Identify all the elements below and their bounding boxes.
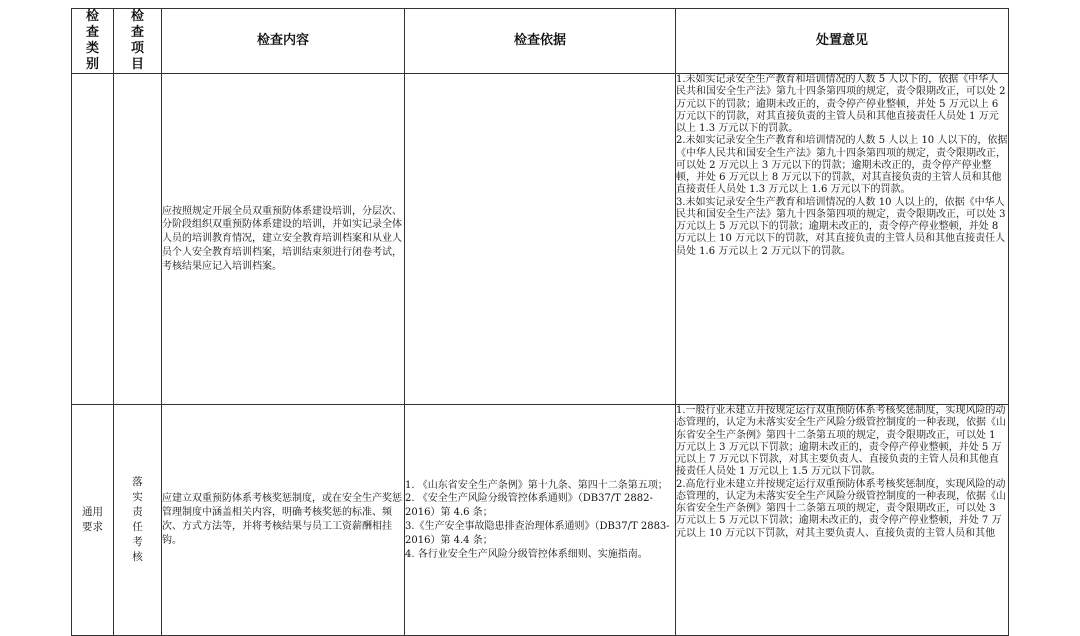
header-opinion: 处置意见 bbox=[676, 9, 1009, 74]
basis-item: 3.《生产安全事故隐患排查治理体系通则》（DB37/T 2883-2016）第 4.4 条； bbox=[405, 521, 670, 546]
opinion-cell bbox=[676, 74, 1009, 405]
opinion-paragraph: 3.未如实记录安全生产教育和培训情况的人数 10 人以上的，依据《中华人民共和国安全生产法》第九十四条第四项的规定，责令限期改正，可以处 3 万元以上 5 万元以下的罚款；逾期未改正的，责令停产停业整顿，并处 8 万元以上 10 万元以下的罚款，对其直接负责的主管人员和其他直接责任人员处 1.6 万元以上 2 万元以下的罚款。 bbox=[676, 196, 1006, 257]
header-category: 检查类别 bbox=[72, 9, 114, 74]
header-basis: 检查依据 bbox=[405, 9, 676, 74]
table-row bbox=[72, 405, 1009, 636]
opinion-paragraph: 2.高危行业未建立并按规定运行双重预防体系考核奖惩制度，实现风险的动态管理的，认定为未落实安全生产风险分级管控制度的一种表现，依据《山东省安全生产条例》第四十二条第五项的规定，责令限期改正，可以处 3 万元以上 5 万元以下罚款；逾期未改正的，责令停产停业整顿，并处 7 万元以上 10 万元以下罚款，对其主要负责人、直接负责的主管人员和其他 bbox=[676, 478, 1006, 539]
basis-item: 4. 各行业安全生产风险分级管控体系细则、实施指南。 bbox=[405, 548, 648, 560]
basis-cell bbox=[405, 74, 676, 405]
category-cell bbox=[72, 74, 114, 405]
header-item: 检查项目 bbox=[114, 9, 162, 74]
basis-item: 2. 《安全生产风险分级管控体系通则》（DB37/T 2882-2016）第 4.6 条； bbox=[405, 493, 653, 519]
content-cell: 应建立双重预防体系考核奖惩制度，或在安全生产奖惩管理制度中涵盖相关内容，明确考核奖惩的标准、频次、方式方法等，并将考核结果与员工工资薪酬相挂钩。 bbox=[162, 405, 405, 636]
table-row bbox=[72, 74, 1009, 405]
opinion-paragraph: 1.一般行业未建立并按规定运行双重预防体系考核奖惩制度，实现风险的动态管理的，认定为未落实安全生产风险分级管控制度的一种表现，依据《山东省安全生产条例》第四十二条第五项的规定，责令限期改正，可以处 1 万元以上 3 万元以下罚款；逾期未改正的，责令停产停业整顿，并处 5 万元以上 7 万元以下罚款，对其主要负责人、直接负责的主管人员和其他直接责任人员处 1 万元以上 1.5 万元以下罚款。 bbox=[676, 405, 1006, 478]
content-cell: 应按照规定开展全员双重预防体系建设培训，分层次、分阶段组织双重预防体系建设的培训，并如实记录全体人员的培训教育情况，建立安全教育培训档案和从业人员个人安全教育培训档案，培训结束须进行闭卷考试，考核结果应记入培训档案。 bbox=[162, 74, 405, 405]
header-content: 检查内容 bbox=[162, 9, 405, 74]
basis-item: 1. 《山东省安全生产条例》第十九条、第四十二条第五项； bbox=[405, 479, 668, 491]
basis-cell bbox=[405, 405, 676, 636]
category-cell: 通用要求 bbox=[72, 405, 114, 636]
table-header-row bbox=[72, 9, 1009, 74]
opinion-cell bbox=[676, 405, 1009, 636]
inspection-table bbox=[71, 8, 1009, 636]
item-cell bbox=[114, 74, 162, 405]
opinion-paragraph: 2.未如实记录安全生产教育和培训情况的人数 5 人以上 10 人以下的，依据《中华人民共和国安全生产法》第九十四条第四项的规定，责令限期改正，可以处 2 万元以上 3 万元以下的罚款；逾期未改正的，责令停产停业整顿，并处 6 万元以上 8 万元以下的罚款，对其直接负责的主管人员和其他直接责任人员处 1.3 万元以上 1.6 万元以下的罚款。 bbox=[676, 135, 1008, 196]
item-cell: 落实责任考核 bbox=[114, 405, 162, 636]
opinion-paragraph: 1.未如实记录安全生产教育和培训情况的人数 5 人以下的，依据《中华人民共和国安全生产法》第九十四条第四项的规定，责令限期改正，可以处 2 万元以下的罚款；逾期未改正的，责令停产停业整顿，并处 5 万元以上 6 万元以下的罚款，对其直接负责的主管人员和其他直接责任人员处 1 万元以上 1.3 万元以下的罚款。 bbox=[676, 74, 1006, 134]
